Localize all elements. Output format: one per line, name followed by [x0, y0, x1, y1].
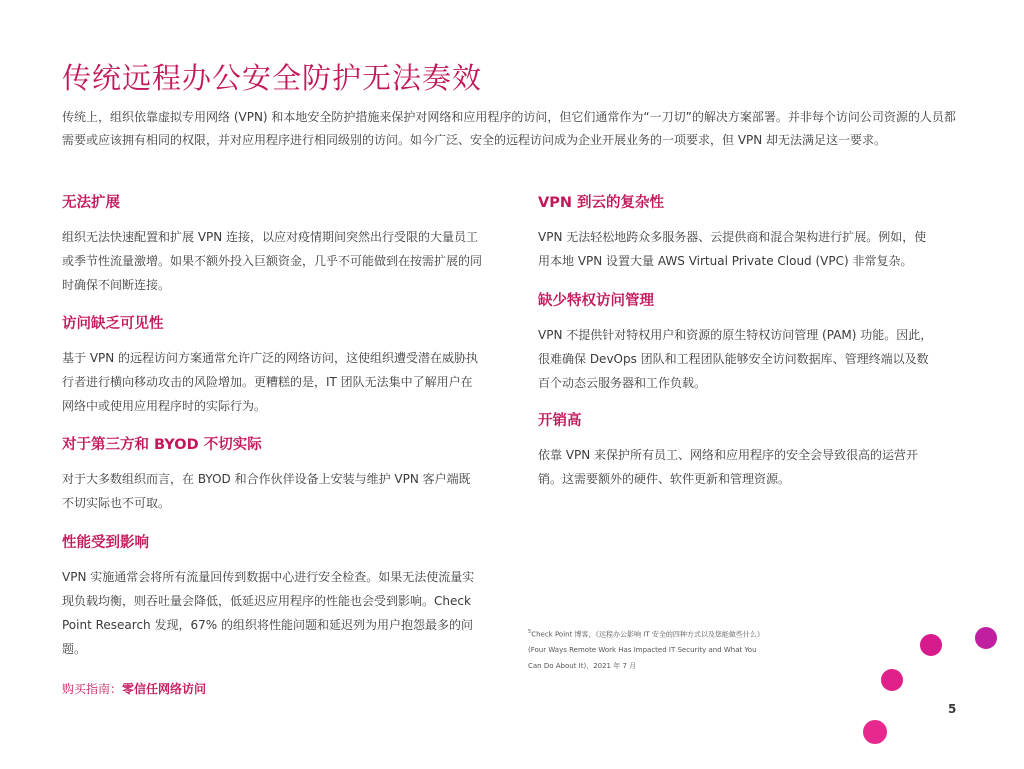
decorative-dot [920, 634, 942, 656]
footnote-text: Check Point 博客，《远程办公影响 IT 安全的四种方式以及您能做些什么》(Four Ways Remote Work Has Impacted IT Security and What You Can Do About It)，2021 年 7 月 [528, 630, 764, 671]
section-cannot-scale [62, 193, 482, 297]
section-heading: VPN 到云的复杂性 [538, 195, 665, 211]
section-body: VPN 无法轻松地跨众多服务器、云提供商和混合架构进行扩展。例如，使用本地 VPN 设置大量 AWS Virtual Private Cloud (VPC) 非常复杂。 [538, 230, 927, 268]
section-heading: 对于第三方和 BYOD 不切实际 [62, 437, 262, 453]
section-privileged-access [538, 291, 938, 395]
footnote [528, 624, 768, 674]
section-heading: 访问缺乏可见性 [62, 316, 164, 332]
section-heading: 性能受到影响 [62, 535, 149, 551]
section-body: 依靠 VPN 来保护所有员工、网络和应用程序的安全会导致很高的运营开销。这需要额外的硬件、软件更新和管理资源。 [538, 448, 919, 486]
section-heading: 开销高 [538, 413, 582, 429]
decorative-dot [881, 669, 903, 691]
section-vpn-cloud-complexity [538, 193, 938, 273]
section-body: 基于 VPN 的远程访问方案通常允许广泛的网络访问，这使组织遭受潜在威胁执行者进行横向移动攻击的风险增加。更糟糕的是，IT 团队无法集中了解用户在网络中或使用应用程序时的实际行为。 [62, 351, 479, 413]
section-heading: 无法扩展 [62, 195, 120, 211]
section-body: 组织无法快速配置和扩展 VPN 连接，以应对疫情期间突然出行受限的大量员工或季节性流量激增。如果不额外投入巨额资金，几乎不可能做到在按需扩展的同时确保不间断连接。 [62, 230, 483, 292]
section-performance [62, 533, 482, 661]
page-title: 传统远程办公安全防护无法奏效 [62, 61, 483, 95]
decorative-dot [975, 627, 997, 649]
footer-guide-prefix: 购买指南： [62, 682, 123, 696]
intro-paragraph: 传统上，组织依靠虚拟专用网络 (VPN) 和本地安全防护措施来保护对网络和应用程序的访问，但它们通常作为“一刀切”的解决方案部署。并非每个访问公司资源的人员都需要或应该拥有相同的权限，并对应用程序进行相同级别的访问。如今广泛、安全的远程访问成为企业开展业务的一项要求，但 VPN 却无法满足这一要求。 [62, 110, 956, 147]
section-body: VPN 不提供针对特权用户和资源的原生特权访问管理 (PAM) 功能。因此，很难确保 DevOps 团队和工程团队能够安全访问数据库、管理终端以及数百个动态云服务器和工作负载。 [538, 328, 933, 390]
footnote-marker: 5 [528, 629, 532, 635]
section-third-party-byod [62, 435, 482, 515]
section-heading: 缺少特权访问管理 [538, 293, 654, 309]
section-high-cost [538, 411, 938, 491]
section-no-visibility [62, 314, 482, 418]
section-body: VPN 实施通常会将所有流量回传到数据中心进行安全检查。如果无法使流量实现负载均衡，则吞吐量会降低，低延迟应用程序的性能也会受到影响。Check Point Research 发现，67% 的组织将性能问题和延迟列为用户抱怨最多的问题。 [62, 570, 475, 656]
section-body: 对于大多数组织而言，在 BYOD 和合作伙伴设备上安装与维护 VPN 客户端既不切实际也不可取。 [62, 472, 471, 510]
footer-guide-link[interactable] [62, 680, 206, 697]
page-number: 5 [948, 702, 957, 716]
decorative-dot [863, 720, 887, 744]
footer-guide-title: 零信任网络访问 [122, 682, 207, 696]
